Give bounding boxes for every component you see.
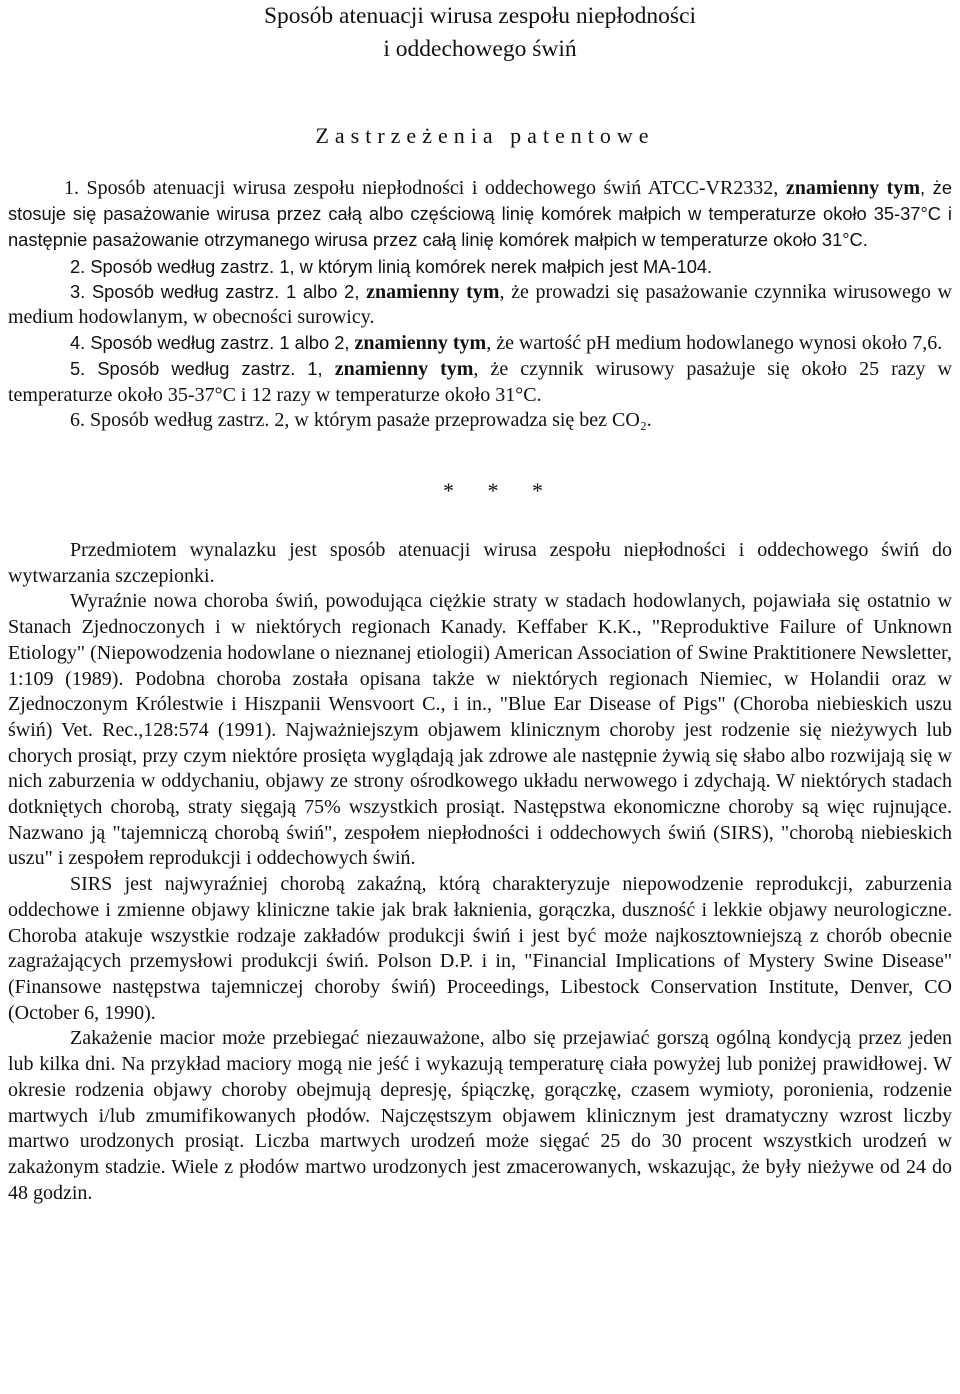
separator-stars: * * *: [443, 478, 557, 504]
claim-5: 5. Sposób według zastrz. 1, znamienny tym, że czynnik wirusowy pasażuje się około 25 razy w temperaturze około 35-37°C i 12 razy w temperaturze około 31°C.: [8, 358, 952, 406]
claim-4: 4. Sposób według zastrz. 1 albo 2, znamienny tym, że wartość pH medium hodowlanego wynosi około 7,6.: [70, 332, 943, 355]
section-heading: Zastrzeżenia patentowe: [315, 123, 655, 148]
claim-1: 1. Sposób atenuacji wirusa zespołu niepłodności i oddechowego świń ATCC-VR2332, znamienny tym, że stosuje się pasażowanie wirusa przez całą albo częściową linię komórek małpich w temperaturze około 35-37°C i następnie pasażowanie otrzymanego wirusa przez całą linię komórek małpich w temperaturze około 31°C.: [8, 177, 952, 251]
claims-list: [8, 175, 952, 433]
claim-6: 6. Sposób według zastrz. 2, w którym pasaże przeprowadza się bez CO₂.: [70, 408, 652, 431]
paragraph-2: Wyraźnie nowa choroba świń, powodująca ciężkie straty w stadach hodowlanych, pojawiała się ostatnio w Stanach Zjednoczonych i w niektórych regionach Kanady. Keffaber K.K., "Reproduktive Failure of Unknown Etiology" (Niepowodzenia hodowlane o nieznanej etiologii) American Association of Swine Praktitionere Newsletter, 1:109 (1989). Podobna choroba została opisana także w niektórych regionach Niemiec, w Holandii oraz w Zjednoczonym Królestwie i Hiszpanii Wensvoort C., i in., "Blue Ear Disease of Pigs" (Choroba niebieskich uszu świń) Vet. Rec.,128:574 (1991). Najważniejszym objawem klinicznym choroby jest rodzenie się nieżywych lub chorych prosiąt, przy czym niektóre prosięta wyglądają jak zdrowe ale następnie żywią się słabo albo rozwijają się w nich zaburzenia w oddychaniu, objawy ze strony ośrodkowego układu nerwowego i zdychają. W niektórych stadach dotkniętych chorobą, straty sięgają 75% wszystkich prosiąt. Następstwa ekonomiczne choroby są więc rujnujące. Nazwano ją "tajemniczą chorobą świń", zespołem niepłodności i oddechowych świń (SIRS), "chorobą niebieskich uszu" i zespołem reprodukcji i oddechowych świń.: [8, 590, 952, 870]
claim-3: 3. Sposób według zastrz. 1 albo 2, znamienny tym, że prowadzi się pasażowanie czynnika wirusowego w medium hodowlanym, w obecności surowicy.: [8, 280, 953, 329]
patent-page: [8, 0, 952, 1206]
claim-5-keyword: znamienny tym: [334, 358, 474, 381]
paragraph-1: Przedmiotem wynalazku jest sposób atenuacji wirusa zespołu niepłodności i oddechowego świń do wytwarzania szczepionki.: [8, 539, 952, 587]
claim-4-keyword: znamienny tym: [354, 332, 487, 355]
claim-3-keyword: znamienny tym: [366, 280, 500, 303]
paragraph-4: Zakażenie macior może przebiegać niezauważone, albo się przejawiać gorszą ogólną kondycją przez jeden lub kilka dni. Na przykład maciory mogą nie jeść i wykazują temperaturę ciała powyżej lub poniżej prawidłowej. W okresie rodzenia objawy choroby obejmują depresję, śpiączkę, gorączkę, czasem wymioty, poronienia, rodzenie martwych i/lub zmumifikowanych płodów. Najczęstszym objawem klinicznym jest dramatyczny wzrost liczby martwo urodzonych prosiąt. Liczba martwych urodzeń może sięgać 25 do 30 procent wszystkich urodzeń w zakażonym stadzie. Wiele z płodów martwo urodzonych jest zmacerowanych, wskazując, że były nieżywe od 24 do 48 godzin.: [8, 1027, 952, 1204]
title-line-1: Sposób atenuacji wirusa zespołu niepłodności: [263, 3, 697, 29]
document-title: [8, 0, 952, 66]
claim-2: 2. Sposób według zastrz. 1, w którym linią komórek nerek małpich jest MA-104.: [70, 255, 713, 277]
title-line-2: i oddechowego świń: [383, 36, 577, 62]
description-body: [8, 538, 952, 1206]
claim-1-keyword: znamienny tym: [785, 177, 920, 199]
paragraph-3: SIRS jest najwyraźniej chorobą zakaźną, którą charakteryzuje niepowodzenie reprodukcji, zaburzenia oddechowe i zmienne objawy kliniczne takie jak brak łaknienia, gorączka, duszność i lekkie objawy neurologiczne. Choroba atakuje wszystkie rodzaje zakładów produkcji świń i jest być może najkosztowniejszą z chorób obecnie zagrażających przemysłowi produkcji świń. Polson D.P. i in, "Financial Implications of Mystery Swine Disease" (Finansowe następstwa tajemniczej choroby świń) Proceedings, Libestock Conservation Institute, Denver, CO (October 6, 1990).: [8, 873, 952, 1024]
